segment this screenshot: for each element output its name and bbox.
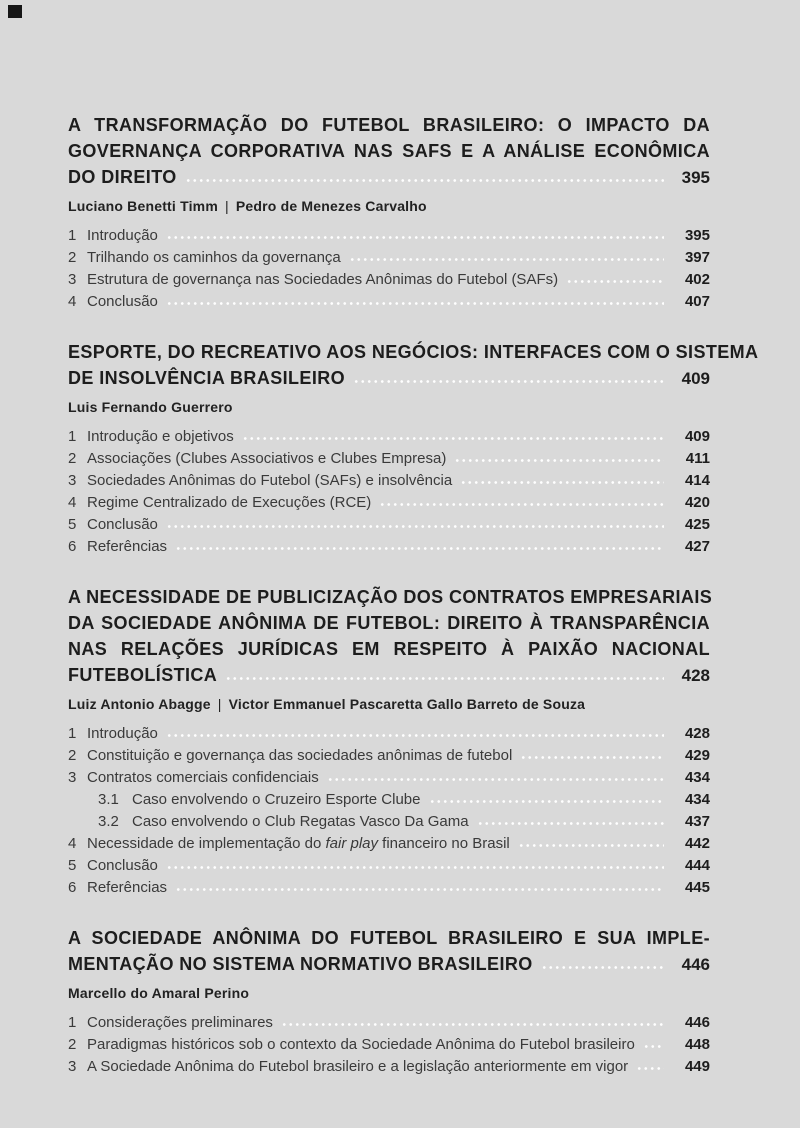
item-page-number: 428 xyxy=(684,725,710,742)
author-line xyxy=(68,197,710,215)
dot-leader xyxy=(477,821,664,826)
toc-item xyxy=(68,291,710,313)
article-title-last-line xyxy=(68,365,710,392)
author-name: Victor Emmanuel Pascaretta Gallo Barreto de Souza xyxy=(228,696,586,712)
author-line xyxy=(68,984,710,1002)
item-page-number: 446 xyxy=(684,1014,710,1031)
item-page-number: 442 xyxy=(684,835,710,852)
toc-item xyxy=(68,833,710,855)
toc-item xyxy=(68,745,710,767)
author-name: Pedro de Menezes Carvalho xyxy=(235,198,427,214)
item-number: 1 xyxy=(68,428,77,445)
item-number: 1 xyxy=(68,725,77,742)
article-title-line: A NECESSIDADE DE PUBLICIZAÇÃO DOS CONTRATOS EMPRESARIAIS xyxy=(68,587,713,607)
dot-leader xyxy=(166,865,664,870)
item-label xyxy=(87,833,510,855)
dot-leader xyxy=(454,458,664,463)
item-page-number: 434 xyxy=(684,791,710,808)
toc-item xyxy=(68,1012,710,1034)
dot-leader xyxy=(379,502,664,507)
item-page-number: 409 xyxy=(684,428,710,445)
item-label: Referências xyxy=(87,879,168,896)
item-label: Conclusão xyxy=(87,516,158,533)
item-label: Trilhando os caminhos da governança xyxy=(87,249,341,266)
item-page-number: 448 xyxy=(684,1036,710,1053)
toc-subitem xyxy=(68,811,710,833)
author-name: Marcello do Amaral Perino xyxy=(68,985,250,1001)
item-page-number: 395 xyxy=(684,227,710,244)
author-separator: | xyxy=(224,198,229,214)
toc-item xyxy=(68,1056,710,1078)
item-label-italic: fair play xyxy=(325,835,379,852)
item-label: Conclusão xyxy=(87,293,158,310)
item-number: 1 xyxy=(68,1014,77,1031)
item-page-number: 427 xyxy=(684,538,710,555)
item-number: 3.1 xyxy=(98,791,119,808)
toc-item-list xyxy=(68,1012,710,1078)
toc-item xyxy=(68,855,710,877)
item-number: 2 xyxy=(68,450,77,467)
toc-section xyxy=(68,925,710,1078)
item-label: Contratos comerciais confidenciais xyxy=(87,769,319,786)
dot-leader xyxy=(636,1066,664,1071)
dot-leader xyxy=(566,279,664,284)
author-name: Luiz Antonio Abagge xyxy=(68,696,211,712)
page-number: 395 xyxy=(681,168,710,187)
author-name: Luis Fernando Guerrero xyxy=(68,399,233,415)
article-title-line: GOVERNANÇA CORPORATIVA NAS SAFS E A ANÁLISE ECONÔMICA xyxy=(68,141,710,161)
article-title-line: DA SOCIEDADE ANÔNIMA DE FUTEBOL: DIREITO À TRANSPARÊNCIA xyxy=(68,613,710,633)
article-title-fragment: MENTAÇÃO NO SISTEMA NORMATIVO BRASILEIRO xyxy=(68,954,533,974)
dot-leader xyxy=(520,755,664,760)
item-page-number: 402 xyxy=(684,271,710,288)
item-page-number: 445 xyxy=(684,879,710,896)
dot-leader xyxy=(281,1022,664,1027)
item-number: 2 xyxy=(68,747,77,764)
item-label: Sociedades Anônimas do Futebol (SAFs) e insolvência xyxy=(87,472,453,489)
toc-item xyxy=(68,426,710,448)
item-label: A Sociedade Anônima do Futebol brasileiro e a legislação anteriormente em vigor xyxy=(87,1058,629,1075)
article-title-last-line xyxy=(68,164,710,191)
item-label: Regime Centralizado de Execuções (RCE) xyxy=(87,494,372,511)
article-title-fragment: DE INSOLVÊNCIA BRASILEIRO xyxy=(68,368,346,388)
item-number: 4 xyxy=(68,293,77,310)
dot-leader xyxy=(541,965,664,970)
toc-item xyxy=(68,723,710,745)
item-number: 1 xyxy=(68,227,77,244)
page-number: 428 xyxy=(681,666,710,685)
toc-item xyxy=(68,514,710,536)
page-number: 446 xyxy=(681,955,710,974)
item-label: Introdução e objetivos xyxy=(87,428,234,445)
toc-item xyxy=(68,492,710,514)
article-title-last-line xyxy=(68,951,710,978)
dot-leader xyxy=(166,235,664,240)
author-name: Luciano Benetti Timm xyxy=(68,198,218,214)
item-number: 3 xyxy=(68,769,77,786)
article-title-line: ESPORTE, DO RECREATIVO AOS NEGÓCIOS: INTERFACES COM O SISTEMA xyxy=(68,342,759,362)
dot-leader xyxy=(166,524,664,529)
item-number: 5 xyxy=(68,516,77,533)
item-number: 2 xyxy=(68,249,77,266)
item-page-number: 449 xyxy=(684,1058,710,1075)
item-label-part: Necessidade de implementação do xyxy=(87,835,326,852)
item-number: 3 xyxy=(68,1058,77,1075)
item-label: Considerações preliminares xyxy=(87,1014,273,1031)
item-label: Estrutura de governança nas Sociedades Anônimas do Futebol (SAFs) xyxy=(87,271,559,288)
toc-item-list xyxy=(68,723,710,899)
dot-leader xyxy=(166,733,664,738)
page-number: 409 xyxy=(681,369,710,388)
dot-leader xyxy=(166,301,664,306)
table-of-contents-page xyxy=(68,112,759,1078)
item-page-number: 425 xyxy=(684,516,710,533)
toc-subitem xyxy=(68,789,710,811)
item-page-number: 407 xyxy=(684,293,710,310)
item-label: Caso envolvendo o Cruzeiro Esporte Clube xyxy=(132,791,421,808)
item-number: 4 xyxy=(68,835,77,852)
toc-item xyxy=(68,536,710,558)
author-line xyxy=(68,695,710,713)
dot-leader xyxy=(225,676,664,681)
dot-leader xyxy=(242,436,664,441)
toc-item xyxy=(68,1034,710,1056)
item-label-part: financeiro no Brasil xyxy=(378,835,510,852)
dot-leader xyxy=(460,480,664,485)
corner-marker xyxy=(8,5,22,18)
item-label: Associações (Clubes Associativos e Clubes Empresa) xyxy=(87,450,447,467)
dot-leader xyxy=(429,799,665,804)
dot-leader xyxy=(518,843,664,848)
item-page-number: 429 xyxy=(684,747,710,764)
item-label: Paradigmas históricos sob o contexto da Sociedade Anônima do Futebol brasileiro xyxy=(87,1036,635,1053)
item-number: 2 xyxy=(68,1036,77,1053)
item-page-number: 411 xyxy=(685,450,710,467)
item-label: Caso envolvendo o Club Regatas Vasco Da Gama xyxy=(132,813,469,830)
article-title-line: A SOCIEDADE ANÔNIMA DO FUTEBOL BRASILEIRO E SUA IMPLE- xyxy=(68,928,710,948)
item-page-number: 444 xyxy=(684,857,710,874)
article-title-fragment: DO DIREITO xyxy=(68,167,177,187)
toc-item xyxy=(68,767,710,789)
item-number: 4 xyxy=(68,494,77,511)
article-title-line: NAS RELAÇÕES JURÍDICAS EM RESPEITO À PAIXÃO NACIONAL xyxy=(68,639,710,659)
dot-leader xyxy=(353,379,664,384)
dot-leader xyxy=(643,1044,664,1049)
toc-item xyxy=(68,470,710,492)
item-page-number: 437 xyxy=(684,813,710,830)
item-number: 5 xyxy=(68,857,77,874)
item-number: 3.2 xyxy=(98,813,119,830)
item-label: Introdução xyxy=(87,227,158,244)
toc-item xyxy=(68,877,710,899)
toc-section xyxy=(68,584,713,899)
toc-section xyxy=(68,339,759,558)
dot-leader xyxy=(349,257,664,262)
toc-item xyxy=(68,448,710,470)
item-label: Referências xyxy=(87,538,168,555)
item-number: 3 xyxy=(68,271,77,288)
item-page-number: 434 xyxy=(684,769,710,786)
item-page-number: 397 xyxy=(684,249,710,266)
item-label: Introdução xyxy=(87,725,158,742)
dot-leader xyxy=(327,777,664,782)
item-number: 3 xyxy=(68,472,77,489)
dot-leader xyxy=(175,546,664,551)
item-label: Conclusão xyxy=(87,857,158,874)
toc-item xyxy=(68,269,710,291)
article-title-fragment: FUTEBOLÍSTICA xyxy=(68,665,218,685)
item-page-number: 414 xyxy=(684,472,710,489)
toc-item xyxy=(68,247,710,269)
dot-leader xyxy=(175,887,664,892)
item-label: Constituição e governança das sociedades anônimas de futebol xyxy=(87,747,513,764)
article-title-last-line xyxy=(68,662,710,689)
article-title-line: A TRANSFORMAÇÃO DO FUTEBOL BRASILEIRO: O IMPACTO DA xyxy=(68,115,710,135)
item-number: 6 xyxy=(68,538,77,555)
item-number: 6 xyxy=(68,879,77,896)
dot-leader xyxy=(185,178,664,183)
author-separator: | xyxy=(217,696,222,712)
toc-item-list xyxy=(68,225,710,313)
toc-item xyxy=(68,225,710,247)
author-line xyxy=(68,398,710,416)
toc-section xyxy=(68,112,710,313)
item-page-number: 420 xyxy=(684,494,710,511)
toc-item-list xyxy=(68,426,710,558)
